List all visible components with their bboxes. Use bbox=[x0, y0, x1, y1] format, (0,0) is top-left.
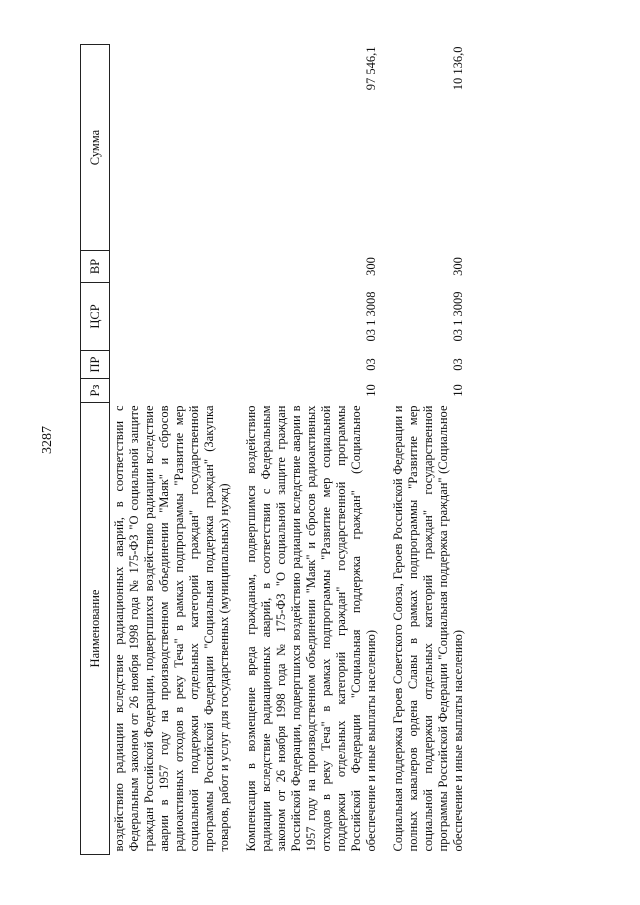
header-rz: Рз bbox=[81, 379, 110, 403]
table-row bbox=[383, 45, 470, 855]
row-csr bbox=[110, 283, 237, 351]
row-name: Социальная поддержка Героев Советского Союза, Героев Российской Федерации и полных кавалеров ордена Славы в рамках подпрограммы "Развитие мер социальной поддержки отдельных категорий граждан" государственной программы Российской Федерации "Социальная поддержка граждан" (Социальное обеспечение и иные выплаты населению) bbox=[391, 405, 465, 852]
row-rz: 10 bbox=[364, 384, 378, 397]
header-sum: Сумма bbox=[81, 45, 110, 251]
header-pr: ПР bbox=[81, 351, 110, 379]
table-row bbox=[110, 45, 237, 855]
header-name: Наименование bbox=[81, 403, 110, 855]
row-pr: 03 bbox=[364, 358, 378, 371]
table-header-row bbox=[81, 45, 110, 855]
row-csr: 03 1 3008 bbox=[364, 291, 378, 342]
row-sum: 10 136,0 bbox=[451, 46, 465, 91]
row-sum: 97 546,1 bbox=[364, 46, 378, 91]
row-name: воздействию радиации вследствие радиационных аварий, в соответствии с Федеральным законом от 26 ноября 1998 года № 175-ФЗ "О социальной защите граждан Российской Федерации, подвергшихся воздействию радиации вследствие аварии в 1957 году на производственном объединении "Маяк" и сбросов радиоактивных отходов в реку Теча" в рамках подпрограммы "Развитие мер социальной поддержки отдельных категорий граждан" государственной программы Российской Федерации "Социальная поддержка граждан" (Закупка товаров, работ и услуг для государственных (муниципальных) нужд) bbox=[112, 405, 231, 852]
row-csr: 03 1 3009 bbox=[451, 291, 465, 342]
row-vr: 300 bbox=[364, 257, 378, 276]
row-vr bbox=[110, 251, 237, 283]
row-pr: 03 bbox=[451, 358, 465, 371]
table-row bbox=[236, 45, 383, 855]
rotated-table-container bbox=[80, 45, 560, 855]
row-pr bbox=[110, 351, 237, 379]
header-vr: ВР bbox=[81, 251, 110, 283]
budget-table bbox=[80, 44, 470, 855]
row-vr: 300 bbox=[451, 257, 465, 276]
row-rz: 10 bbox=[451, 384, 465, 397]
header-csr: ЦСР bbox=[81, 283, 110, 351]
page-number: 3287 bbox=[40, 426, 55, 454]
row-name: Компенсация в возмещение вреда гражданам, подвергшимся воздействию радиации вследствие радиационных аварий, в соответствии с Федеральным законом от 26 ноября 1998 года № 175-ФЗ "О социальной защите граждан Российской Федерации, подвергшихся воздействию радиации вследствие аварии в 1957 году на производственном объединении "Маяк" и сбросов радиоактивных отходов в реку Теча" в рамках подпрограммы "Развитие мер социальной поддержки отдельных категорий граждан" государственной программы Российской Федерации "Социальная поддержка граждан" (Социальное обеспечение и иные выплаты населению) bbox=[244, 405, 378, 852]
row-sum bbox=[110, 45, 237, 251]
row-rz bbox=[110, 379, 237, 403]
